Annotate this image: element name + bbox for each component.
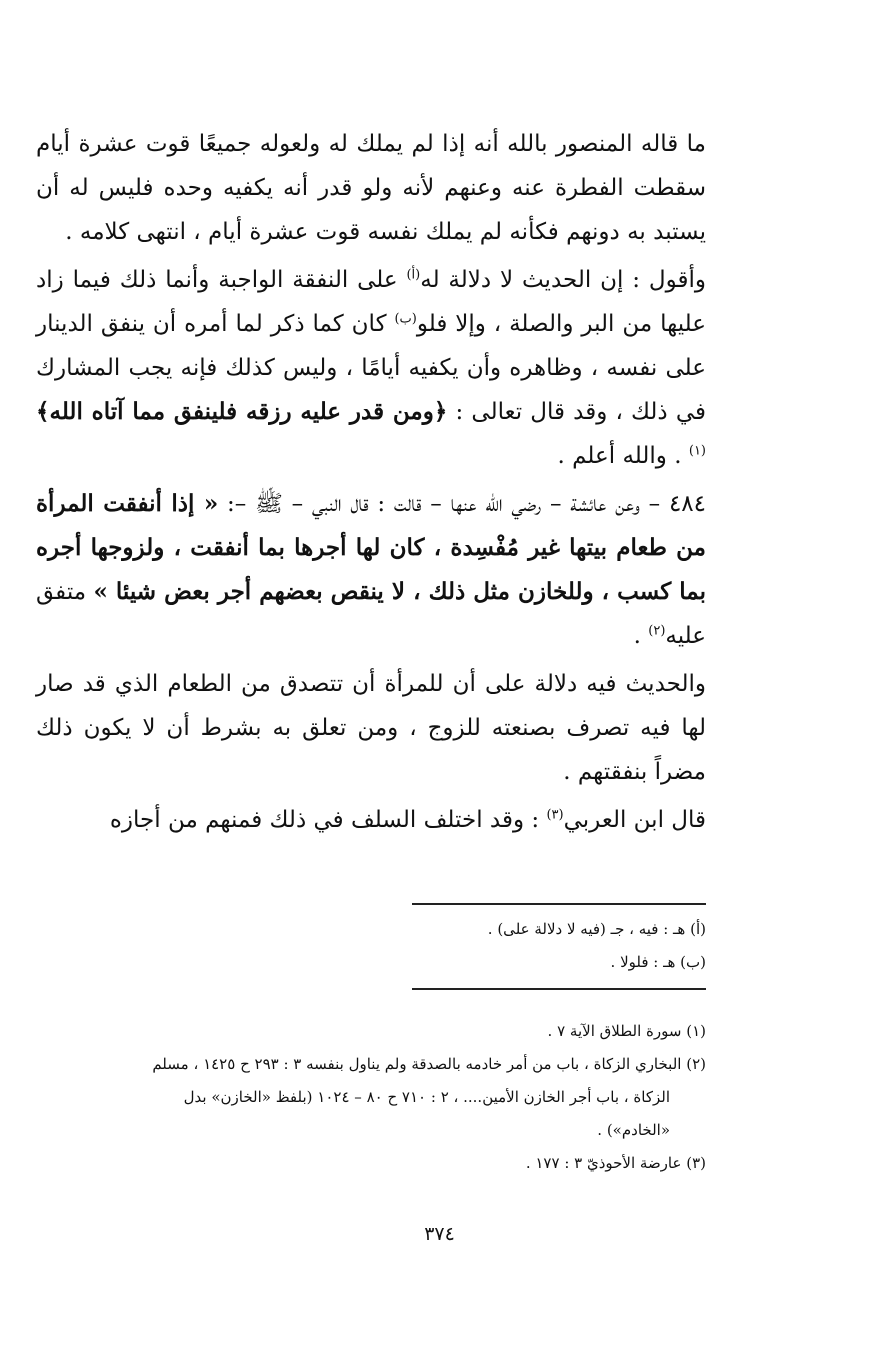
paragraph-5-text-a: قال ابن العربي xyxy=(563,807,706,833)
paragraph-2 xyxy=(36,258,706,478)
footnote-ref-1: (١) xyxy=(688,443,706,459)
hadith-intro: ٤٨٤ – وعن عائشة – رضي الله عنها – قالت : قال النبي – ﷺ –: xyxy=(218,491,706,517)
paragraph-3-end: . xyxy=(633,623,649,649)
paragraph-5-text-b: : وقد اختلف السلف في ذلك فمنهم من أجازه xyxy=(109,807,547,833)
page-number: ٣٧٤ xyxy=(424,1223,455,1245)
note-ref-b: (ب) xyxy=(394,311,417,327)
footnotes-divider xyxy=(412,988,706,990)
paragraph-2-text-d: . والله أعلم . xyxy=(557,443,689,469)
paragraph-2-text-b: على النفقة الواجبة وأنما ذلك فيما زاد عليها من البر والصلة ، وإلا فلو xyxy=(36,267,706,337)
quran-bracket-open: ﴿ xyxy=(433,398,448,425)
footnote-1: (١) سورة الطلاق الآية ٧ . xyxy=(547,1022,706,1040)
footnotes xyxy=(36,1015,706,1180)
hadith-source: متفق عليه xyxy=(36,579,706,649)
footnote-2-line-2: الزكاة ، باب أجر الخازن الأمين.... ، ٢ : ٧١٠ ح ٨٠ – ١٠٢٤ (بلفظ «الخازن» بدل xyxy=(183,1088,670,1106)
paragraph-5 xyxy=(36,798,706,842)
footnote-2-line-1: (٢) البخاري الزكاة ، باب من أمر خادمه بالصدقة ولم يناول بنفسه ٣ : ٢٩٣ ح ١٤٢٥ ، مسلم xyxy=(152,1055,706,1073)
footnote-ref-3: (٣) xyxy=(546,807,564,823)
note-ref-a: (أ) xyxy=(406,267,421,283)
paragraph-4: والحديث فيه دلالة على أن للمرأة أن تتصدق من الطعام الذي قد صار لها فيه تصرف بصنعته للزوج ، ومن تعلق به بشرط أن لا يكون ذلك مضراً بنفقتهم . xyxy=(36,671,706,785)
paragraph-3 xyxy=(36,482,706,658)
variant-note-a: (أ) هـ : فيه ، جـ (فيه لا دلالة على) . xyxy=(487,920,706,938)
hadith-text: « إذا أنفقت المرأة من طعام بيتها غير مُفْسِدة ، كان لها أجرها بما أنفقت ، ولزوجها أجره بما كسب ، وللخازن مثل ذلك ، لا ينقص بعضهم أجر بعض شيئا » xyxy=(36,490,706,605)
variant-notes xyxy=(360,913,706,979)
quran-bracket-close: ﴾ xyxy=(36,398,50,425)
main-text xyxy=(36,122,706,842)
paragraph-2-text-a: وأقول : إن الحديث لا دلالة له xyxy=(420,267,706,293)
paragraph-2-text-c: كان كما ذكر لما أمره أن ينفق الدينار على نفسه ، وظاهره وأن يكفيه أيامًا ، وليس كذلك فإنه يجب المشارك في ذلك ، وقد قال تعالى : xyxy=(36,311,706,425)
footnote-3: (٣) عارضة الأحوذيّ ٣ : ١٧٧ . xyxy=(525,1154,706,1172)
paragraph-1: ما قاله المنصور بالله أنه إذا لم يملك له ولعوله جميعًا قوت عشرة أيام سقطت الفطرة عنه وعنهم لأنه ولو قدر أنه يكفيه وحده فليس له أن يستبد به دونهم فكأنه لم يملك نفسه قوت عشرة أيام ، انتهى كلامه . xyxy=(36,131,706,245)
variant-note-b: (ب) هـ : فلولا . xyxy=(610,953,706,971)
quran-verse: ومن قدر عليه رزقه فلينفق مما آتاه الله xyxy=(49,398,434,425)
footnote-ref-2: (٢) xyxy=(648,623,666,639)
main-text-divider xyxy=(412,903,706,905)
footnote-2-line-3: «الخادم») . xyxy=(597,1121,670,1139)
